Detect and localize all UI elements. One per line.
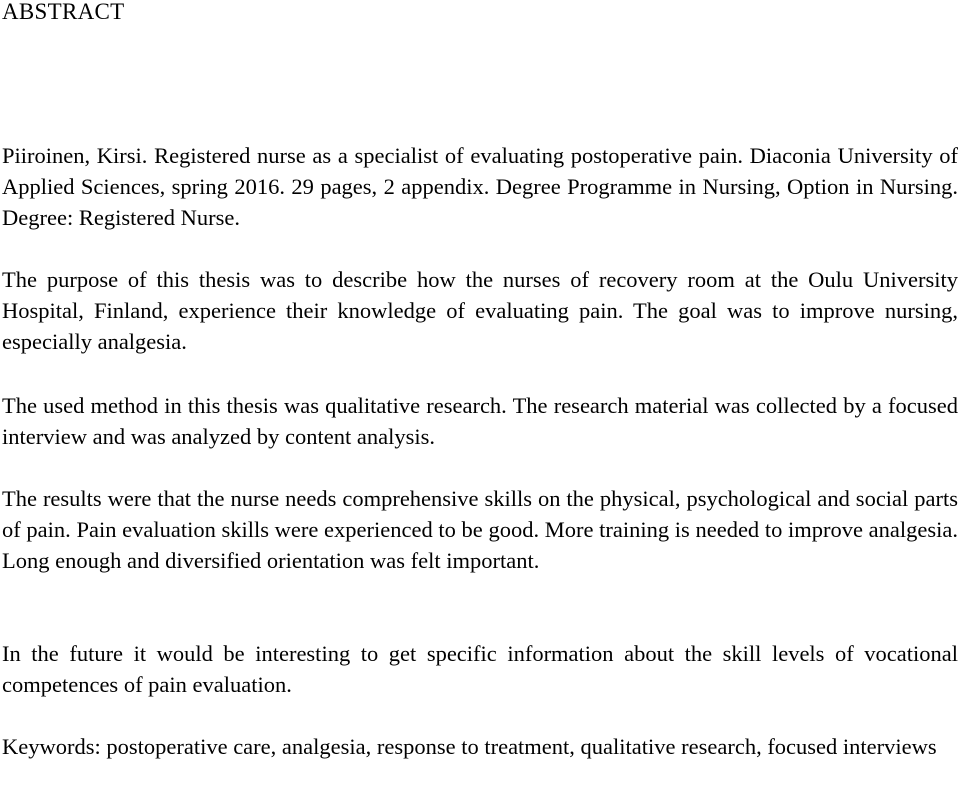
keywords-paragraph: Keywords: postoperative care, analgesia, response to treatment, qualitative research, focused interviews	[2, 734, 937, 759]
method-paragraph: The used method in this thesis was qualitative research. The research material was collected by a focused interview and was analyzed by content analysis.	[2, 393, 958, 449]
abstract-page	[2, 0, 958, 759]
future-paragraph: In the future it would be interesting to get specific information about the skill levels of vocational competences of pain evaluation.	[2, 641, 958, 697]
abstract-heading: ABSTRACT	[2, 0, 125, 24]
citation-paragraph: Piiroinen, Kirsi. Registered nurse as a specialist of evaluating postoperative pain. Diaconia University of Applied Sciences, spring 2016. 29 pages, 2 appendix. Degree Programme in Nursing, Option in Nursing. Degree: Registered Nurse.	[2, 143, 958, 230]
results-paragraph: The results were that the nurse needs comprehensive skills on the physical, psychological and social parts of pain. Pain evaluation skills were experienced to be good. More training is needed to improve analgesia. Long enough and diversified orientation was felt important.	[2, 486, 958, 573]
purpose-paragraph: The purpose of this thesis was to describe how the nurses of recovery room at the Oulu University Hospital, Finland, experience their knowledge of evaluating pain. The goal was to improve nursing, especially analgesia.	[2, 267, 958, 354]
